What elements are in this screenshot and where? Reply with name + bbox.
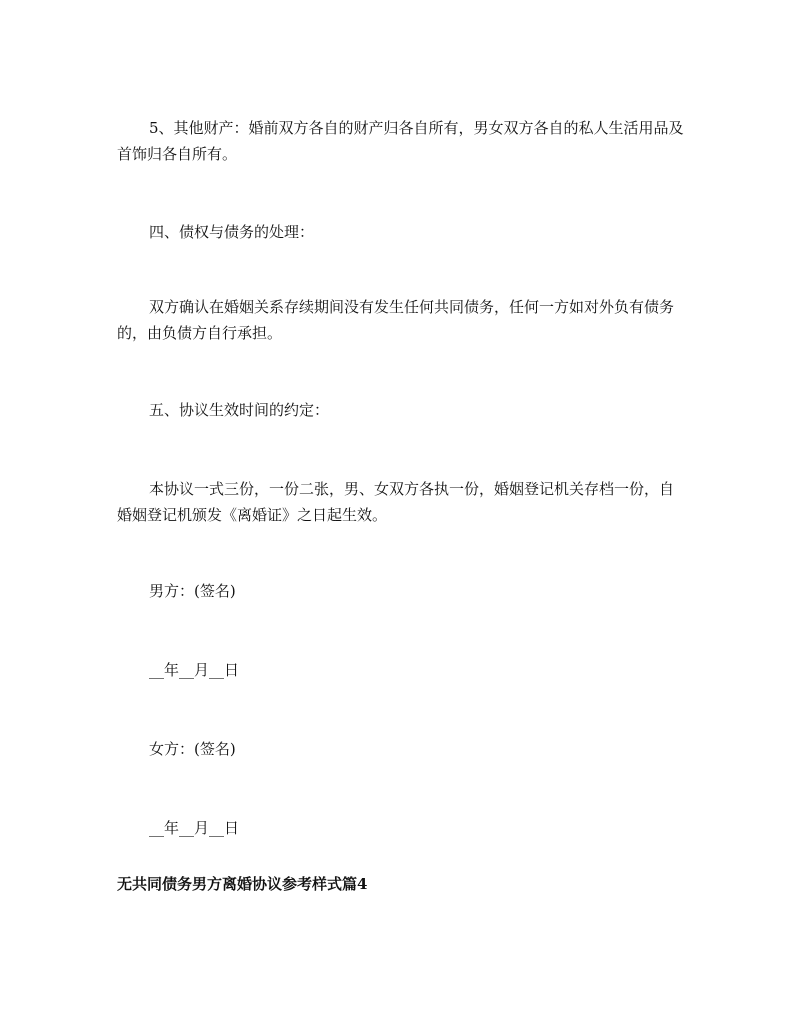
female-signature-line: 女方：(签名) (149, 740, 236, 758)
female-date-line: __年__月__日 (149, 819, 240, 837)
male-date-line: __年__月__日 (149, 661, 240, 679)
paragraph-effective-time: 本协议一式三份，一份二张，男、女双方各执一份，婚姻登记机关存档一份，自婚姻登记机颁发《离婚证》之日起生效。 (117, 480, 675, 524)
paragraph-other-property: 5、其他财产：婚前双方各自的财产归各自所有，男女双方各自的私人生活用品及首饰归各自所有。 (117, 119, 684, 163)
paragraph-debt-handling: 双方确认在婚姻关系存续期间没有发生任何共同债务，任何一方如对外负有债务的，由负债方自行承担。 (117, 298, 675, 342)
section-heading-effective-time: 五、协议生效时间的约定： (149, 401, 330, 419)
male-signature-line: 男方：(签名) (149, 582, 236, 600)
next-article-heading: 无共同债务男方离婚协议参考样式篇4 (117, 875, 368, 893)
section-heading-debts: 四、债权与债务的处理： (149, 223, 315, 241)
